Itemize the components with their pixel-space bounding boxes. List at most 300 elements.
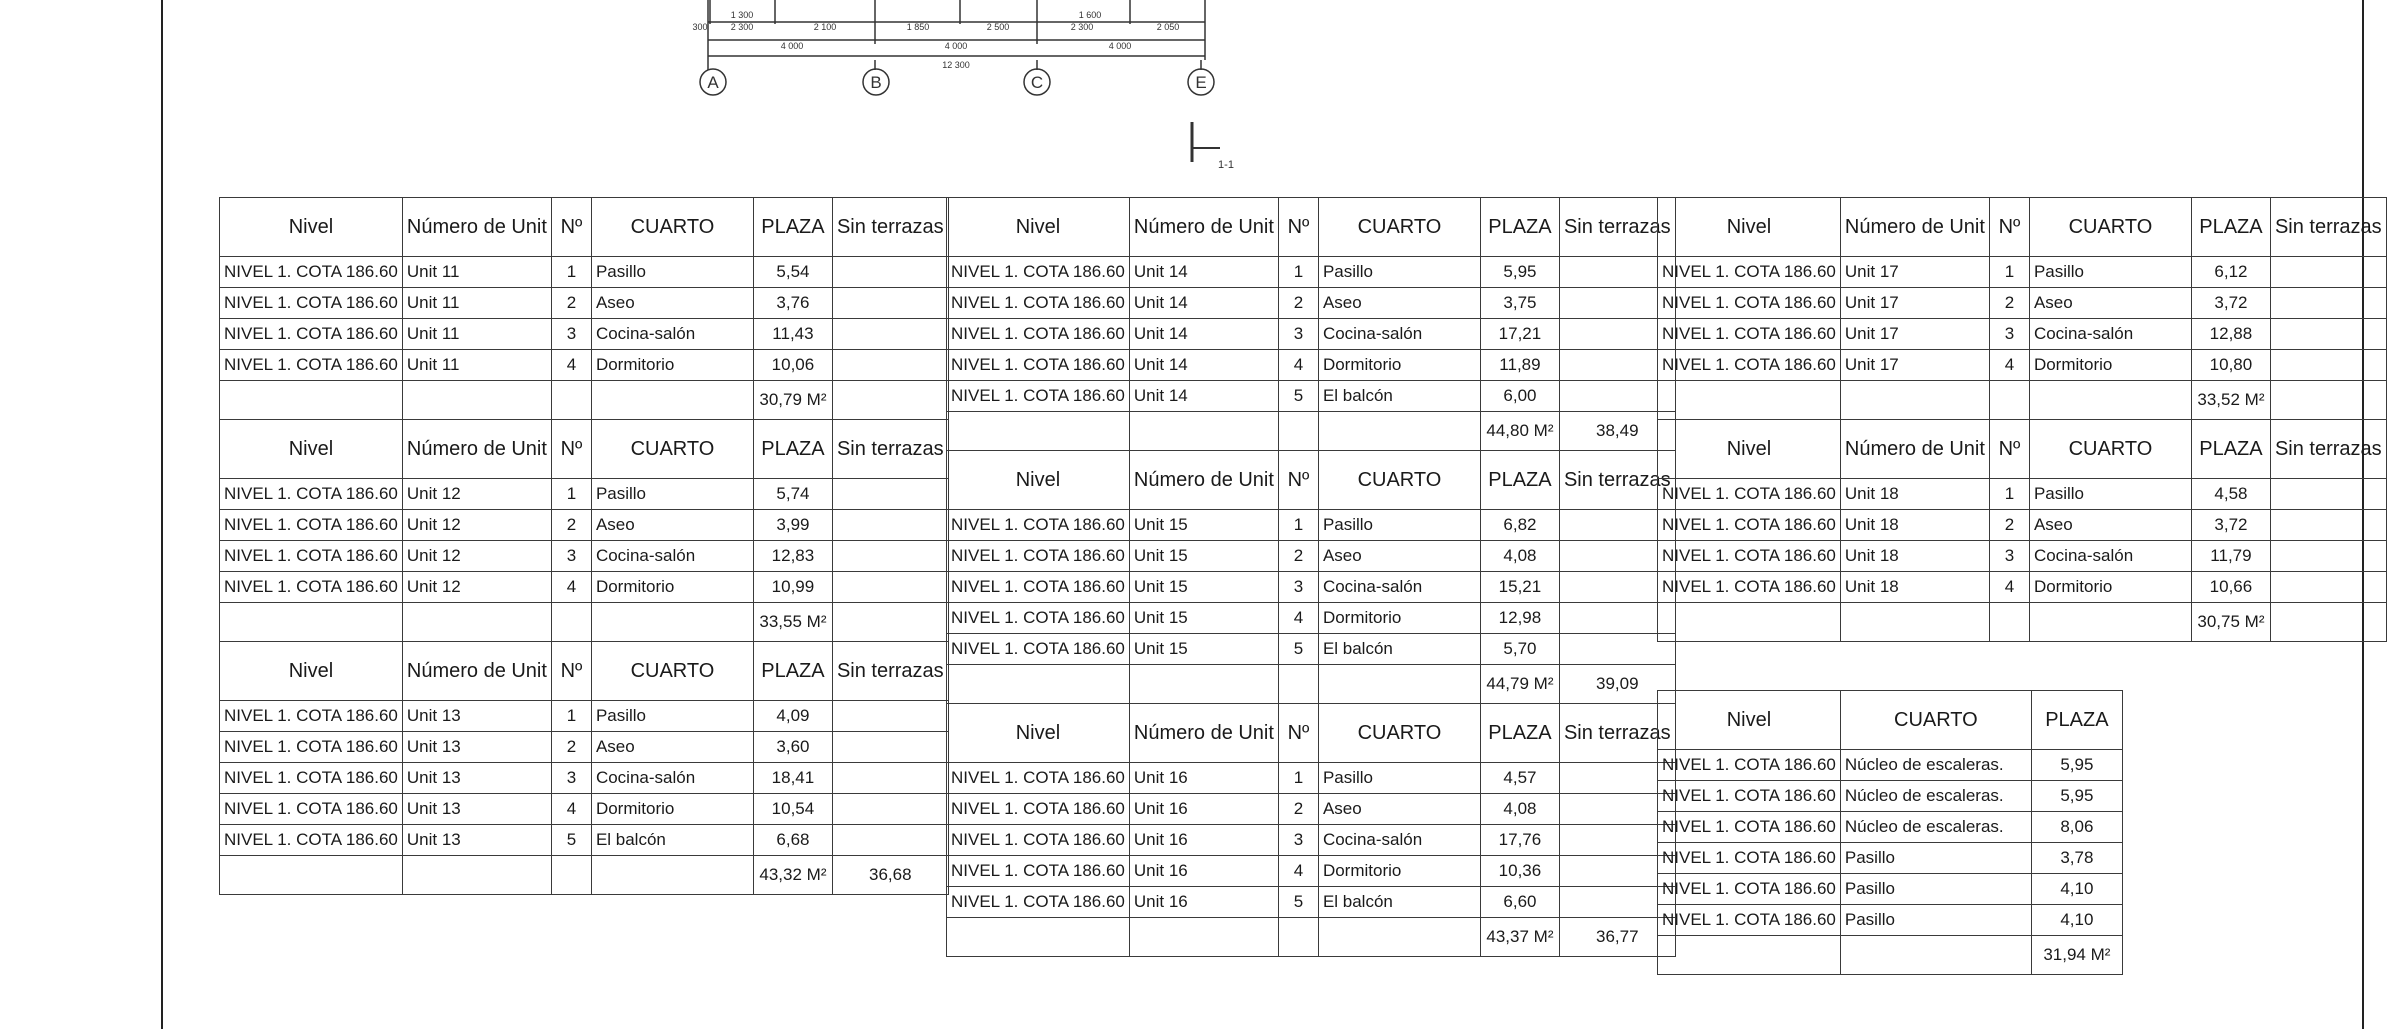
cell-empty xyxy=(402,603,551,642)
table-header-row xyxy=(947,704,1676,763)
cell-cuarto: Pasillo xyxy=(1318,510,1480,541)
cell-plaza: 5,95 xyxy=(2031,781,2122,812)
col-header-sin-terrazas: Sin terrazas xyxy=(2270,420,2386,479)
cell-unit: Unit 16 xyxy=(1129,794,1278,825)
cell-nivel: NIVEL 1. COTA 186.60 xyxy=(220,825,403,856)
cell-nivel: NIVEL 1. COTA 186.60 xyxy=(947,794,1130,825)
col-header-sin-terrazas: Sin terrazas xyxy=(1559,198,1675,257)
cell-plaza: 17,76 xyxy=(1480,825,1559,856)
total-plaza: 44,79 M² xyxy=(1480,665,1559,704)
cell-unit: Unit 18 xyxy=(1840,510,1989,541)
cell-no: 4 xyxy=(1278,603,1318,634)
cell-empty xyxy=(1278,412,1318,451)
cell-no: 2 xyxy=(1989,288,2029,319)
cell-cuarto: Aseo xyxy=(1318,794,1480,825)
table-row xyxy=(1658,750,2123,781)
total-row xyxy=(1658,603,2387,642)
col-header-nivel: Nivel xyxy=(1658,691,1841,750)
cell-cuarto: Dormitorio xyxy=(1318,603,1480,634)
axis-label-e: E xyxy=(1195,73,1207,92)
cell-sin-terrazas xyxy=(2270,257,2386,288)
cell-plaza: 3,72 xyxy=(2191,288,2270,319)
table-row xyxy=(220,350,949,381)
table-row xyxy=(220,319,949,350)
total-sin-terrazas: 36,77 xyxy=(1559,918,1675,957)
table-header-row xyxy=(1658,420,2387,479)
cell-cuarto: Pasillo xyxy=(2029,479,2191,510)
cell-unit: Unit 16 xyxy=(1129,856,1278,887)
total-sin-terrazas: 36,68 xyxy=(832,856,948,895)
cell-cuarto: Aseo xyxy=(2029,288,2191,319)
cell-no: 4 xyxy=(551,794,591,825)
cell-nivel: NIVEL 1. COTA 186.60 xyxy=(1658,812,1841,843)
total-sin-terrazas: 39,09 xyxy=(1559,665,1675,704)
cell-plaza: 10,36 xyxy=(1480,856,1559,887)
cell-nivel: NIVEL 1. COTA 186.60 xyxy=(947,257,1130,288)
cell-no: 3 xyxy=(1989,541,2029,572)
cell-unit: Unit 16 xyxy=(1129,825,1278,856)
cell-empty xyxy=(947,412,1130,451)
total-row xyxy=(220,381,949,420)
schedule-column-1 xyxy=(219,197,949,895)
total-plaza: 44,80 M² xyxy=(1480,412,1559,451)
table-row xyxy=(1658,843,2123,874)
table-row xyxy=(947,856,1676,887)
section-mark-label: 1-1 xyxy=(1218,159,1234,171)
col-header-no: Nº xyxy=(1989,198,2029,257)
table-row xyxy=(1658,812,2123,843)
cell-nivel: NIVEL 1. COTA 186.60 xyxy=(220,479,403,510)
cell-unit: Unit 12 xyxy=(402,510,551,541)
cell-sin-terrazas xyxy=(2270,541,2386,572)
col-header-plaza: PLAZA xyxy=(1480,198,1559,257)
cell-unit: Unit 14 xyxy=(1129,381,1278,412)
cell-empty xyxy=(402,381,551,420)
table-row xyxy=(947,794,1676,825)
cell-no: 4 xyxy=(1989,350,2029,381)
cell-plaza: 4,09 xyxy=(753,701,832,732)
col-header-sin-terrazas: Sin terrazas xyxy=(832,642,948,701)
table-row xyxy=(1658,572,2387,603)
col-header-nivel: Nivel xyxy=(220,198,403,257)
total-row xyxy=(1658,936,2123,975)
cell-empty xyxy=(1318,412,1480,451)
table-header-row xyxy=(947,451,1676,510)
cell-empty xyxy=(551,381,591,420)
cell-no: 3 xyxy=(1278,319,1318,350)
cell-plaza: 6,82 xyxy=(1480,510,1559,541)
table-row xyxy=(220,825,949,856)
cell-nivel: NIVEL 1. COTA 186.60 xyxy=(947,825,1130,856)
cell-nivel: NIVEL 1. COTA 186.60 xyxy=(220,288,403,319)
table-row xyxy=(220,479,949,510)
table-row xyxy=(1658,510,2387,541)
total-plaza: 33,55 M² xyxy=(753,603,832,642)
cell-nivel: NIVEL 1. COTA 186.60 xyxy=(220,572,403,603)
cell-empty xyxy=(1129,918,1278,957)
col-header-numero-de-unit: Número de Unit xyxy=(1129,451,1278,510)
col-header-cuarto: CUARTO xyxy=(591,642,753,701)
cell-empty xyxy=(1840,936,2031,975)
table-row xyxy=(1658,257,2387,288)
col-header-nivel: Nivel xyxy=(947,704,1130,763)
cell-cuarto: Cocina-salón xyxy=(591,319,753,350)
plan-dim-bay-3: 4 000 xyxy=(1108,41,1132,51)
cell-nivel: NIVEL 1. COTA 186.60 xyxy=(220,319,403,350)
cell-plaza: 11,89 xyxy=(1480,350,1559,381)
cell-sin-terrazas xyxy=(832,732,948,763)
cell-unit: Unit 14 xyxy=(1129,319,1278,350)
col-header-no: Nº xyxy=(551,420,591,479)
col-header-no: Nº xyxy=(551,642,591,701)
total-sin-terrazas xyxy=(2270,381,2386,420)
cell-sin-terrazas xyxy=(832,257,948,288)
cell-unit: Unit 17 xyxy=(1840,319,1989,350)
cell-sin-terrazas xyxy=(832,319,948,350)
col-header-numero-de-unit: Número de Unit xyxy=(402,642,551,701)
cell-no: 4 xyxy=(551,350,591,381)
table-row xyxy=(220,763,949,794)
cell-nivel: NIVEL 1. COTA 186.60 xyxy=(947,510,1130,541)
cell-nivel: NIVEL 1. COTA 186.60 xyxy=(1658,541,1841,572)
cell-no: 3 xyxy=(1278,572,1318,603)
plan-dim-bay-1: 4 000 xyxy=(780,41,804,51)
cell-no: 2 xyxy=(1278,794,1318,825)
total-plaza: 43,37 M² xyxy=(1480,918,1559,957)
cell-no: 3 xyxy=(1989,319,2029,350)
cell-no: 3 xyxy=(551,319,591,350)
cell-nivel: NIVEL 1. COTA 186.60 xyxy=(220,701,403,732)
col-header-no: Nº xyxy=(1989,420,2029,479)
cell-plaza: 12,83 xyxy=(753,541,832,572)
cell-cuarto: El balcón xyxy=(1318,887,1480,918)
cell-cuarto: Dormitorio xyxy=(2029,350,2191,381)
cell-unit: Unit 15 xyxy=(1129,541,1278,572)
schedule-column-2 xyxy=(946,197,1676,957)
col-header-plaza: PLAZA xyxy=(753,420,832,479)
cell-no: 1 xyxy=(1278,257,1318,288)
cell-cuarto: Dormitorio xyxy=(591,572,753,603)
cell-plaza: 3,99 xyxy=(753,510,832,541)
cell-empty xyxy=(1129,665,1278,704)
col-header-numero-de-unit: Número de Unit xyxy=(1129,704,1278,763)
cell-plaza: 4,57 xyxy=(1480,763,1559,794)
cell-unit: Unit 14 xyxy=(1129,257,1278,288)
cell-cuarto: Cocina-salón xyxy=(2029,319,2191,350)
plan-dim-bay-2: 4 000 xyxy=(944,41,968,51)
floor-plan-fragment xyxy=(680,0,1240,180)
table-row xyxy=(947,257,1676,288)
cell-cuarto: Dormitorio xyxy=(591,794,753,825)
cell-sin-terrazas xyxy=(832,510,948,541)
cell-unit: Unit 13 xyxy=(402,732,551,763)
cell-plaza: 4,08 xyxy=(1480,794,1559,825)
cell-nivel: NIVEL 1. COTA 186.60 xyxy=(1658,288,1841,319)
cell-cuarto: Cocina-salón xyxy=(1318,572,1480,603)
col-header-cuarto: CUARTO xyxy=(1318,704,1480,763)
col-header-sin-terrazas: Sin terrazas xyxy=(832,198,948,257)
total-row xyxy=(1658,381,2387,420)
cell-plaza: 18,41 xyxy=(753,763,832,794)
cell-nivel: NIVEL 1. COTA 186.60 xyxy=(947,887,1130,918)
cell-cuarto: Cocina-salón xyxy=(1318,825,1480,856)
cell-cuarto: Dormitorio xyxy=(1318,856,1480,887)
cell-empty xyxy=(1658,936,1841,975)
cell-no: 1 xyxy=(1989,479,2029,510)
table-header-row xyxy=(947,198,1676,257)
cell-sin-terrazas xyxy=(832,288,948,319)
table-row xyxy=(947,634,1676,665)
cell-no: 3 xyxy=(1278,825,1318,856)
cell-cuarto: Núcleo de escaleras. xyxy=(1840,812,2031,843)
table-header-row xyxy=(220,420,949,479)
cell-empty xyxy=(1278,665,1318,704)
cell-cuarto: Aseo xyxy=(591,732,753,763)
col-header-plaza: PLAZA xyxy=(2191,420,2270,479)
cell-cuarto: Cocina-salón xyxy=(2029,541,2191,572)
table-row xyxy=(947,825,1676,856)
col-header-numero-de-unit: Número de Unit xyxy=(402,420,551,479)
cell-cuarto: Pasillo xyxy=(1318,763,1480,794)
cell-nivel: NIVEL 1. COTA 186.60 xyxy=(1658,319,1841,350)
cell-plaza: 4,58 xyxy=(2191,479,2270,510)
cell-empty xyxy=(591,381,753,420)
cell-sin-terrazas xyxy=(2270,319,2386,350)
cell-no: 2 xyxy=(551,732,591,763)
cell-cuarto: El balcón xyxy=(1318,381,1480,412)
cell-plaza: 3,76 xyxy=(753,288,832,319)
cell-no: 1 xyxy=(551,479,591,510)
col-header-nivel: Nivel xyxy=(947,198,1130,257)
cell-plaza: 10,06 xyxy=(753,350,832,381)
cell-nivel: NIVEL 1. COTA 186.60 xyxy=(947,572,1130,603)
cell-cuarto: Pasillo xyxy=(591,479,753,510)
cell-plaza: 17,21 xyxy=(1480,319,1559,350)
table-header-row xyxy=(1658,198,2387,257)
total-row xyxy=(220,856,949,895)
cell-sin-terrazas xyxy=(832,825,948,856)
cell-empty xyxy=(1989,603,2029,642)
cell-no: 1 xyxy=(1278,763,1318,794)
table-row xyxy=(947,350,1676,381)
table-row xyxy=(947,381,1676,412)
cell-no: 1 xyxy=(551,701,591,732)
total-row xyxy=(947,665,1676,704)
cell-empty xyxy=(947,918,1130,957)
plan-dim-total: 12 300 xyxy=(942,60,970,70)
cell-empty xyxy=(1318,918,1480,957)
col-header-cuarto: CUARTO xyxy=(2029,198,2191,257)
cell-cuarto: Aseo xyxy=(1318,541,1480,572)
cell-plaza: 15,21 xyxy=(1480,572,1559,603)
drawing-frame-left xyxy=(161,0,163,1029)
cell-cuarto: Aseo xyxy=(2029,510,2191,541)
total-plaza: 30,79 M² xyxy=(753,381,832,420)
cell-cuarto: El balcón xyxy=(591,825,753,856)
col-header-cuarto: CUARTO xyxy=(1840,691,2031,750)
cell-unit: Unit 11 xyxy=(402,257,551,288)
cell-nivel: NIVEL 1. COTA 186.60 xyxy=(1658,750,1841,781)
cell-plaza: 3,72 xyxy=(2191,510,2270,541)
col-header-plaza: PLAZA xyxy=(2191,198,2270,257)
table-row xyxy=(1658,350,2387,381)
cell-cuarto: Núcleo de escaleras. xyxy=(1840,750,2031,781)
table-row xyxy=(947,763,1676,794)
plan-dim-top-1: 1 300 xyxy=(730,10,754,20)
cell-empty xyxy=(2029,381,2191,420)
cell-no: 2 xyxy=(1278,541,1318,572)
cell-empty xyxy=(1318,665,1480,704)
cell-plaza: 8,06 xyxy=(2031,812,2122,843)
cell-no: 1 xyxy=(1989,257,2029,288)
plan-dim-6: 2 050 xyxy=(1156,22,1180,32)
cell-nivel: NIVEL 1. COTA 186.60 xyxy=(947,319,1130,350)
table-row xyxy=(1658,874,2123,905)
cell-plaza: 4,08 xyxy=(1480,541,1559,572)
cell-nivel: NIVEL 1. COTA 186.60 xyxy=(1658,350,1841,381)
col-header-plaza: PLAZA xyxy=(1480,451,1559,510)
table-row xyxy=(220,732,949,763)
table-row xyxy=(220,572,949,603)
cell-nivel: NIVEL 1. COTA 186.60 xyxy=(220,732,403,763)
col-header-numero-de-unit: Número de Unit xyxy=(1840,420,1989,479)
cell-nivel: NIVEL 1. COTA 186.60 xyxy=(220,510,403,541)
cell-sin-terrazas xyxy=(2270,350,2386,381)
col-header-sin-terrazas: Sin terrazas xyxy=(1559,704,1675,763)
cell-empty xyxy=(947,665,1130,704)
table-row xyxy=(220,288,949,319)
cell-unit: Unit 17 xyxy=(1840,257,1989,288)
table-row xyxy=(1658,479,2387,510)
col-header-numero-de-unit: Número de Unit xyxy=(402,198,551,257)
col-header-cuarto: CUARTO xyxy=(591,420,753,479)
col-header-plaza: PLAZA xyxy=(1480,704,1559,763)
col-header-no: Nº xyxy=(551,198,591,257)
cell-cuarto: Pasillo xyxy=(1840,874,2031,905)
cell-plaza: 3,60 xyxy=(753,732,832,763)
cell-unit: Unit 15 xyxy=(1129,510,1278,541)
col-header-sin-terrazas: Sin terrazas xyxy=(2270,198,2386,257)
cell-plaza: 12,98 xyxy=(1480,603,1559,634)
table-row xyxy=(1658,781,2123,812)
cell-empty xyxy=(1840,381,1989,420)
total-sin-terrazas xyxy=(2270,603,2386,642)
cell-unit: Unit 16 xyxy=(1129,887,1278,918)
cell-unit: Unit 11 xyxy=(402,288,551,319)
table-row xyxy=(947,288,1676,319)
cell-no: 1 xyxy=(551,257,591,288)
col-header-numero-de-unit: Número de Unit xyxy=(1129,198,1278,257)
cell-cuarto: Pasillo xyxy=(2029,257,2191,288)
cell-no: 4 xyxy=(1989,572,2029,603)
cell-sin-terrazas xyxy=(832,350,948,381)
col-header-plaza: PLAZA xyxy=(2031,691,2122,750)
col-header-sin-terrazas: Sin terrazas xyxy=(832,420,948,479)
cell-unit: Unit 16 xyxy=(1129,763,1278,794)
cell-unit: Unit 12 xyxy=(402,572,551,603)
cell-no: 2 xyxy=(551,288,591,319)
total-sin-terrazas xyxy=(832,603,948,642)
cell-cuarto: Cocina-salón xyxy=(591,763,753,794)
total-row xyxy=(947,412,1676,451)
cell-cuarto: Pasillo xyxy=(591,257,753,288)
total-row xyxy=(220,603,949,642)
cell-sin-terrazas xyxy=(2270,288,2386,319)
cell-sin-terrazas xyxy=(2270,510,2386,541)
cell-cuarto: Pasillo xyxy=(1840,905,2031,936)
cell-cuarto: Núcleo de escaleras. xyxy=(1840,781,2031,812)
col-header-nivel: Nivel xyxy=(947,451,1130,510)
plan-dim-1: 2 300 xyxy=(730,22,754,32)
total-row xyxy=(947,918,1676,957)
cell-nivel: NIVEL 1. COTA 186.60 xyxy=(1658,479,1841,510)
cell-empty xyxy=(1840,603,1989,642)
cell-plaza: 4,10 xyxy=(2031,905,2122,936)
axis-label-c: C xyxy=(1030,73,1044,92)
table-row xyxy=(1658,905,2123,936)
table-row xyxy=(1658,319,2387,350)
cell-unit: Unit 11 xyxy=(402,350,551,381)
cell-cuarto: Pasillo xyxy=(591,701,753,732)
cell-cuarto: El balcón xyxy=(1318,634,1480,665)
cell-no: 3 xyxy=(551,541,591,572)
cell-unit: Unit 18 xyxy=(1840,479,1989,510)
col-header-cuarto: CUARTO xyxy=(2029,420,2191,479)
table-row xyxy=(220,794,949,825)
cell-nivel: NIVEL 1. COTA 186.60 xyxy=(947,856,1130,887)
cell-sin-terrazas xyxy=(2270,572,2386,603)
cell-nivel: NIVEL 1. COTA 186.60 xyxy=(1658,257,1841,288)
cell-plaza: 5,95 xyxy=(1480,257,1559,288)
cell-empty xyxy=(220,381,403,420)
cell-empty xyxy=(1129,412,1278,451)
total-plaza: 30,75 M² xyxy=(2191,603,2270,642)
cell-nivel: NIVEL 1. COTA 186.60 xyxy=(1658,905,1841,936)
table-row xyxy=(947,603,1676,634)
cell-plaza: 12,88 xyxy=(2191,319,2270,350)
cell-cuarto: Cocina-salón xyxy=(1318,319,1480,350)
cell-nivel: NIVEL 1. COTA 186.60 xyxy=(220,350,403,381)
cell-plaza: 5,74 xyxy=(753,479,832,510)
cell-empty xyxy=(220,603,403,642)
cell-unit: Unit 17 xyxy=(1840,350,1989,381)
cell-plaza: 6,12 xyxy=(2191,257,2270,288)
cell-plaza: 10,80 xyxy=(2191,350,2270,381)
cell-nivel: NIVEL 1. COTA 186.60 xyxy=(220,763,403,794)
table-row xyxy=(1658,541,2387,572)
col-header-nivel: Nivel xyxy=(220,420,403,479)
table-row xyxy=(947,510,1676,541)
cell-sin-terrazas xyxy=(832,572,948,603)
cell-cuarto: Dormitorio xyxy=(2029,572,2191,603)
cell-empty xyxy=(402,856,551,895)
cell-nivel: NIVEL 1. COTA 186.60 xyxy=(220,794,403,825)
table-header-row xyxy=(220,198,949,257)
cell-no: 4 xyxy=(551,572,591,603)
cell-nivel: NIVEL 1. COTA 186.60 xyxy=(1658,874,1841,905)
plan-dim-3: 1 850 xyxy=(906,22,930,32)
cell-sin-terrazas xyxy=(832,541,948,572)
cell-no: 5 xyxy=(551,825,591,856)
plan-dim-2: 2 100 xyxy=(813,22,837,32)
cell-plaza: 10,99 xyxy=(753,572,832,603)
col-header-nivel: Nivel xyxy=(1658,198,1841,257)
cell-cuarto: Dormitorio xyxy=(591,350,753,381)
cell-plaza: 11,79 xyxy=(2191,541,2270,572)
cell-cuarto: Pasillo xyxy=(1318,257,1480,288)
cell-nivel: NIVEL 1. COTA 186.60 xyxy=(1658,781,1841,812)
axis-label-a: A xyxy=(707,73,719,92)
